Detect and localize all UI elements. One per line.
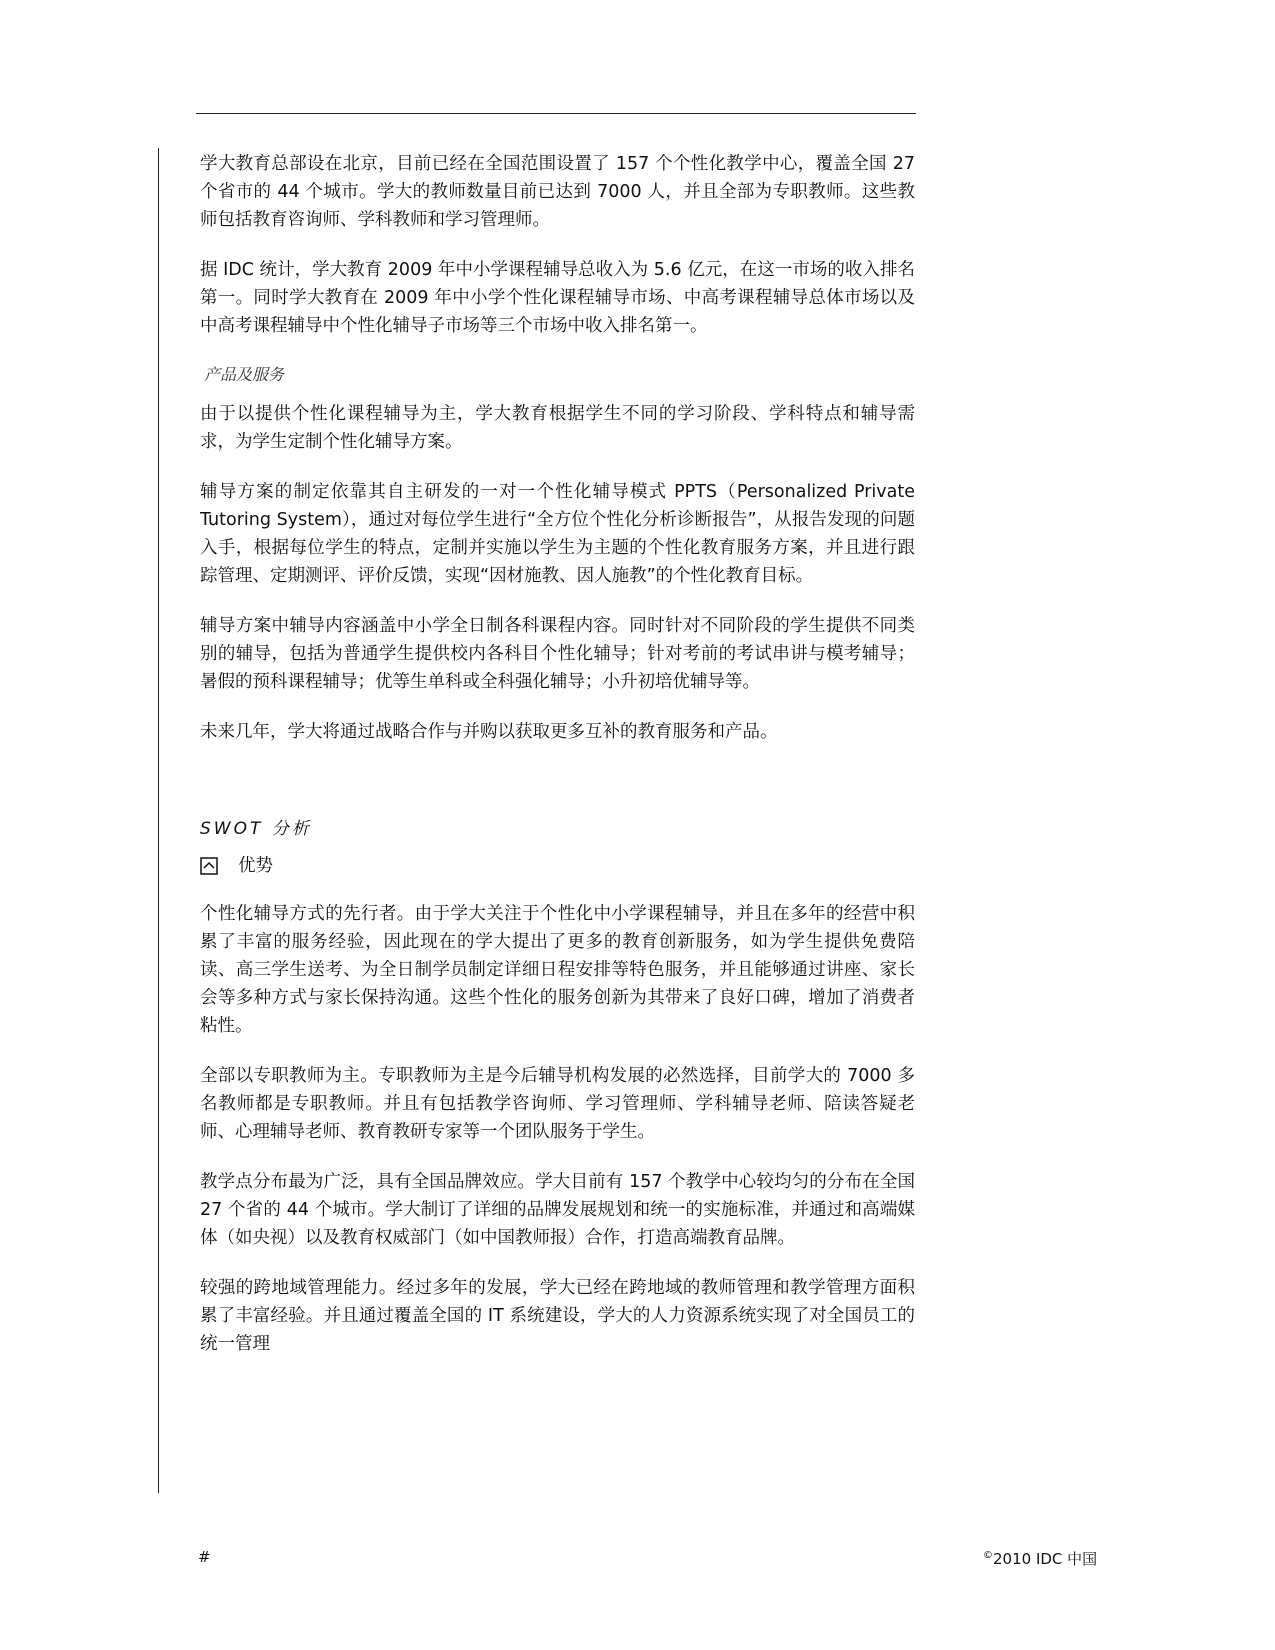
paragraph: 辅导方案中辅导内容涵盖中小学全日制各科课程内容。同时针对不同阶段的学生提供不同类别的辅导，包括为普通学生提供校内各科目个性化辅导；针对考前的考试串讲与模考辅导；暑假的预科课程辅导；优等生单科或全科强化辅导；小升初培优辅导等。: [200, 616, 915, 692]
copyright-text: 2010 IDC 中国: [993, 1550, 1098, 1568]
paragraph: 据 IDC 统计，学大教育 2009 年中小学课程辅导总收入为 5.6 亿元，在这一市场的收入排名第一。同时学大教育在 2009 年中小学个性化课程辅导市场、中高考课程辅导总体市场以及中高考课程辅导中个性化辅导子市场等三个市场中收入排名第一。: [200, 260, 915, 336]
paragraph: 较强的跨地域管理能力。经过多年的发展，学大已经在跨地域的教师管理和教学管理方面积累了丰富经验。并且通过覆盖全国的 IT 系统建设，学大的人力资源系统实现了对全国员工的统一管理: [200, 1278, 915, 1354]
paragraph: 教学点分布最为广泛，具有全国品牌效应。学大目前有 157 个教学中心较均匀的分布在全国 27 个省的 44 个城市。学大制订了详细的品牌发展规划和统一的实施标准，并通过和高端媒体（如央视）以及教育权威部门（如中国教师报）合作，打造高端教育品牌。: [200, 1172, 915, 1248]
paragraph: 由于以提供个性化课程辅导为主，学大教育根据学生不同的学习阶段、学科特点和辅导需求，为学生定制个性化辅导方案。: [200, 404, 915, 452]
header-rule: [196, 113, 916, 114]
copyright: [983, 1548, 1097, 1569]
page-content: [200, 150, 915, 1380]
subheading-products: 产品及服务: [204, 365, 285, 384]
paragraph: 个性化辅导方式的先行者。由于学大关注于个性化中小学课程辅导，并且在多年的经营中积累了丰富的服务经验，因此现在的学大提出了更多的教育创新服务，如为学生提供免费陪读、高三学生送考、为全日制学员制定详细日程安排等特色服务，并且能够通过讲座、家长会等多种方式与家长保持沟通。这些个性化的服务创新为其带来了良好口碑，增加了消费者粘性。: [200, 904, 915, 1036]
paragraph: 全部以专职教师为主。专职教师为主是今后辅导机构发展的必然选择，目前学大的 7000 多名教师都是专职教师。并且有包括教学咨询师、学习管理师、学科辅导老师、陪读答疑老师、心理辅导老师、教育教研专家等一个团队服务于学生。: [200, 1066, 915, 1142]
copyright-symbol: ©: [983, 1550, 993, 1561]
box-arrow-icon: [200, 857, 218, 875]
paragraph: 辅导方案的制定依靠其自主研发的一对一个性化辅导模式 PPTS（Personalized Private Tutoring System），通过对每位学生进行“全方位个性化分析诊断报告”，从报告发现的问题入手，根据每位学生的特点，定制并实施以学生为主题的个性化教育服务方案，并且进行跟踪管理、定期测评、评价反馈，实现“因材施教、因人施教”的个性化教育目标。: [200, 482, 915, 586]
margin-bar: [158, 148, 159, 1493]
bullet-strengths: [200, 852, 915, 880]
page-number: #: [198, 1548, 211, 1566]
paragraph: 学大教育总部设在北京，目前已经在全国范围设置了 157 个个性化教学中心，覆盖全国 27 个省市的 44 个城市。学大的教师数量目前已达到 7000 人，并且全部为专职教师。这些教师包括教育咨询师、学科教师和学习管理师。: [200, 154, 915, 230]
section-title-swot: SWOT 分析: [200, 819, 312, 839]
bullet-label: 优势: [238, 856, 273, 876]
paragraph: 未来几年，学大将通过战略合作与并购以获取更多互补的教育服务和产品。: [200, 722, 778, 742]
